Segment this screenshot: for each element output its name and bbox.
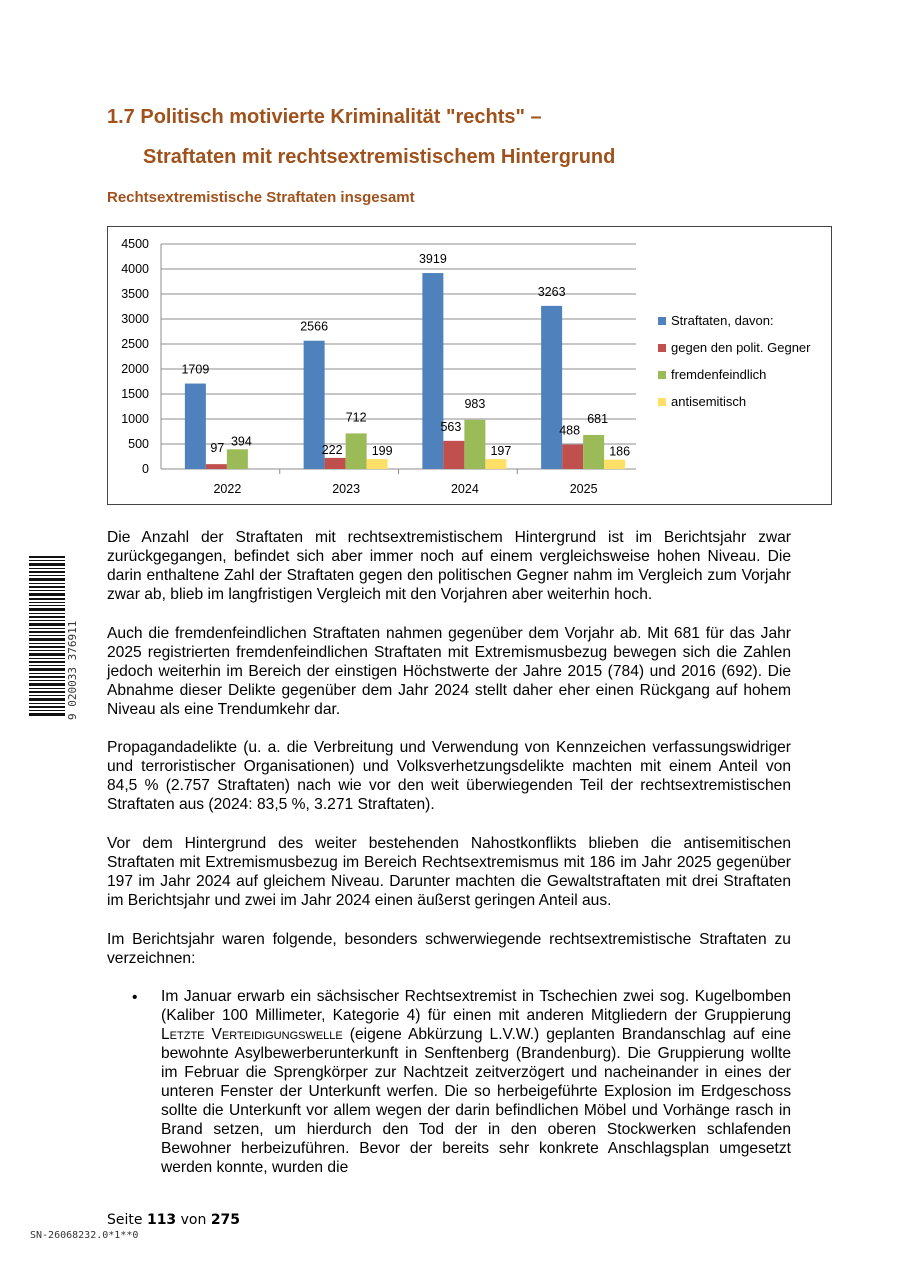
- bar-gegen-2023: [325, 458, 346, 469]
- group-name: Letzte Verteidigungswelle: [161, 1026, 343, 1043]
- legend-label: gegen den polit. Gegner: [671, 340, 811, 355]
- section-heading: 1.7 Politisch motivierte Kriminalität "rechts" –: [107, 106, 542, 128]
- bar-chart: [108, 227, 833, 506]
- y-tick-label: 2000: [121, 362, 149, 376]
- data-label: 488: [559, 423, 581, 438]
- paragraph-1: Die Anzahl der Straftaten mit rechtsextremistischem Hintergrund ist im Berichtsjahr zwar zurückgegangen, befindet sich aber immer noch auf einem vergleichsweise hohen Niveau. Die darin enthaltene Zahl der Straftaten gegen den politischen Gegner nahm im Vergleich zum Vorjahr zwar ab, blieb im langfristigen Vergleich mit den Vorjahren aber weiterhin hoch.: [107, 529, 791, 603]
- section-heading-line2: Straftaten mit rechtsextremistischem Hintergrund: [143, 146, 616, 168]
- bar-chart-frame: [107, 226, 832, 505]
- paragraph-3: Propagandadelikte (u. a. die Verbreitung und Verwendung von Kennzeichen verfassungswidriger und terroristischer Organisationen) und Volksverhetzungsdelikte machten mit einem Anteil von 84,5 % (2.757 Straftaten) nach wie vor den weit überwiegenden Teil der rechtsextremistischen Straftaten aus (2024: 83,5 %, 3.271 Straftaten).: [107, 739, 791, 813]
- bar-fremdenfeindlich-2025: [583, 435, 604, 469]
- document-stamp: SN-26068232.0*1**0: [30, 1230, 139, 1241]
- data-label: 97: [210, 441, 225, 456]
- footer-middle: von: [176, 1212, 211, 1228]
- barcode: [29, 556, 71, 716]
- legend-label: Straftaten, davon:: [671, 313, 774, 328]
- data-label: 983: [464, 396, 486, 411]
- footer-prefix: Seite: [107, 1212, 147, 1228]
- data-label: 3263: [537, 284, 566, 299]
- bar-straftaten-2024: [422, 273, 443, 469]
- y-tick-label: 2500: [121, 337, 149, 351]
- legend-label: fremdenfeindlich: [671, 367, 767, 382]
- data-label: 712: [345, 410, 367, 425]
- data-label: 394: [230, 434, 252, 449]
- legend-swatch: [658, 344, 666, 352]
- data-label: 222: [321, 442, 343, 457]
- bullet-text-after: (eigene Abkürzung L.V.W.) geplanten Brandanschlag auf eine bewohnte Asylbewerberunterkunft in Senftenberg (Brandenburg). Die Gruppierung wollte im Februar die Sprengkörper zur Nachtzeit zeitverzögert und nacheinander in eines der unteren Fenster der Unterkunft werfen. Die so herbeigeführte Explosion im Erdgeschoss sollte die Unterkunft vor allem wegen der darin befindlichen Möbel und Vorhänge rasch in Brand setzen, um hierdurch den Tod der in den oberen Stockwerken schlafenden Bewohner herbeizuführen. Bevor der bereits sehr konkrete Anschlagsplan umgesetzt werden konnte, wurden die: [161, 1026, 791, 1176]
- legend-swatch: [658, 371, 666, 379]
- legend-label: antisemitisch: [671, 394, 747, 409]
- bar-straftaten-2025: [541, 306, 562, 469]
- x-tick-label: 2023: [332, 482, 361, 496]
- x-tick-label: 2025: [569, 482, 598, 496]
- y-tick-label: 0: [142, 462, 149, 476]
- legend-swatch: [658, 398, 666, 406]
- legend-swatch: [658, 317, 666, 325]
- data-label: 199: [371, 444, 393, 459]
- data-label: 197: [490, 444, 512, 459]
- bar-antisemitisch-2025: [604, 460, 625, 469]
- bar-gegen-2024: [443, 441, 464, 469]
- y-tick-label: 1500: [121, 387, 149, 401]
- data-label: 2566: [300, 319, 329, 334]
- data-label: 3919: [418, 252, 447, 267]
- bar-straftaten-2022: [185, 384, 206, 469]
- x-tick-label: 2024: [450, 482, 479, 496]
- page-number: 113: [146, 1212, 177, 1228]
- y-tick-label: 4000: [121, 262, 149, 276]
- bar-fremdenfeindlich-2022: [227, 449, 248, 469]
- data-label: 681: [587, 411, 609, 426]
- bar-fremdenfeindlich-2024: [464, 420, 485, 469]
- bar-antisemitisch-2024: [485, 459, 506, 469]
- bullet-item: [161, 987, 791, 1177]
- page-footer: [107, 1212, 240, 1228]
- bar-fremdenfeindlich-2023: [346, 433, 367, 469]
- bullet-symbol: •: [132, 989, 138, 1006]
- bar-antisemitisch-2023: [367, 459, 388, 469]
- data-label: 1709: [181, 362, 210, 377]
- bar-gegen-2022: [206, 464, 227, 469]
- chart-subheading: Rechtsextremistische Straftaten insgesamt: [107, 189, 415, 206]
- y-tick-label: 3500: [121, 287, 149, 301]
- y-tick-label: 1000: [121, 412, 149, 426]
- page-total: 275: [210, 1212, 241, 1228]
- x-tick-label: 2022: [213, 482, 242, 496]
- barcode-number: 9 020033 376911: [66, 620, 79, 720]
- bar-gegen-2025: [562, 445, 583, 469]
- bullet-text-before: Im Januar erwarb ein sächsischer Rechtsextremist in Tschechien zwei sog. Kugelbomben (Kaliber 100 Millimeter, Kategorie 4) für einen mit anderen Mitgliedern der Gruppierung: [161, 988, 791, 1024]
- data-label: 186: [609, 444, 631, 459]
- data-label: 563: [440, 419, 462, 434]
- paragraph-5: Im Berichtsjahr waren folgende, besonders schwerwiegende rechtsextremistische Straftaten zu verzeichnen:: [107, 931, 791, 967]
- y-tick-label: 3000: [121, 312, 149, 326]
- y-tick-label: 500: [128, 437, 149, 451]
- y-tick-label: 4500: [121, 237, 149, 251]
- paragraph-4: Vor dem Hintergrund des weiter bestehenden Nahostkonflikts blieben die antisemitischen Straftaten mit Extremismusbezug im Bereich Rechtsextremismus mit 186 im Jahr 2025 gegenüber 197 im Jahr 2024 auf gleichem Niveau. Darunter machten die Gewaltstraftaten mit drei Straftaten im Berichtsjahr und zwei im Jahr 2024 einen äußerst geringen Anteil aus.: [107, 835, 791, 909]
- paragraph-2: Auch die fremdenfeindlichen Straftaten nahmen gegenüber dem Vorjahr ab. Mit 681 für das Jahr 2025 registrierten fremdenfeindlichen Straftaten mit Extremismusbezug bewegen sich die Zahlen jedoch weiterhin im Bereich der einstigen Höchstwerte der Jahre 2015 (784) und 2016 (692). Die Abnahme dieser Delikte gegenüber dem Jahr 2024 stellt daher eher einen Rückgang auf hohem Niveau als eine Trendumkehr dar.: [107, 625, 791, 718]
